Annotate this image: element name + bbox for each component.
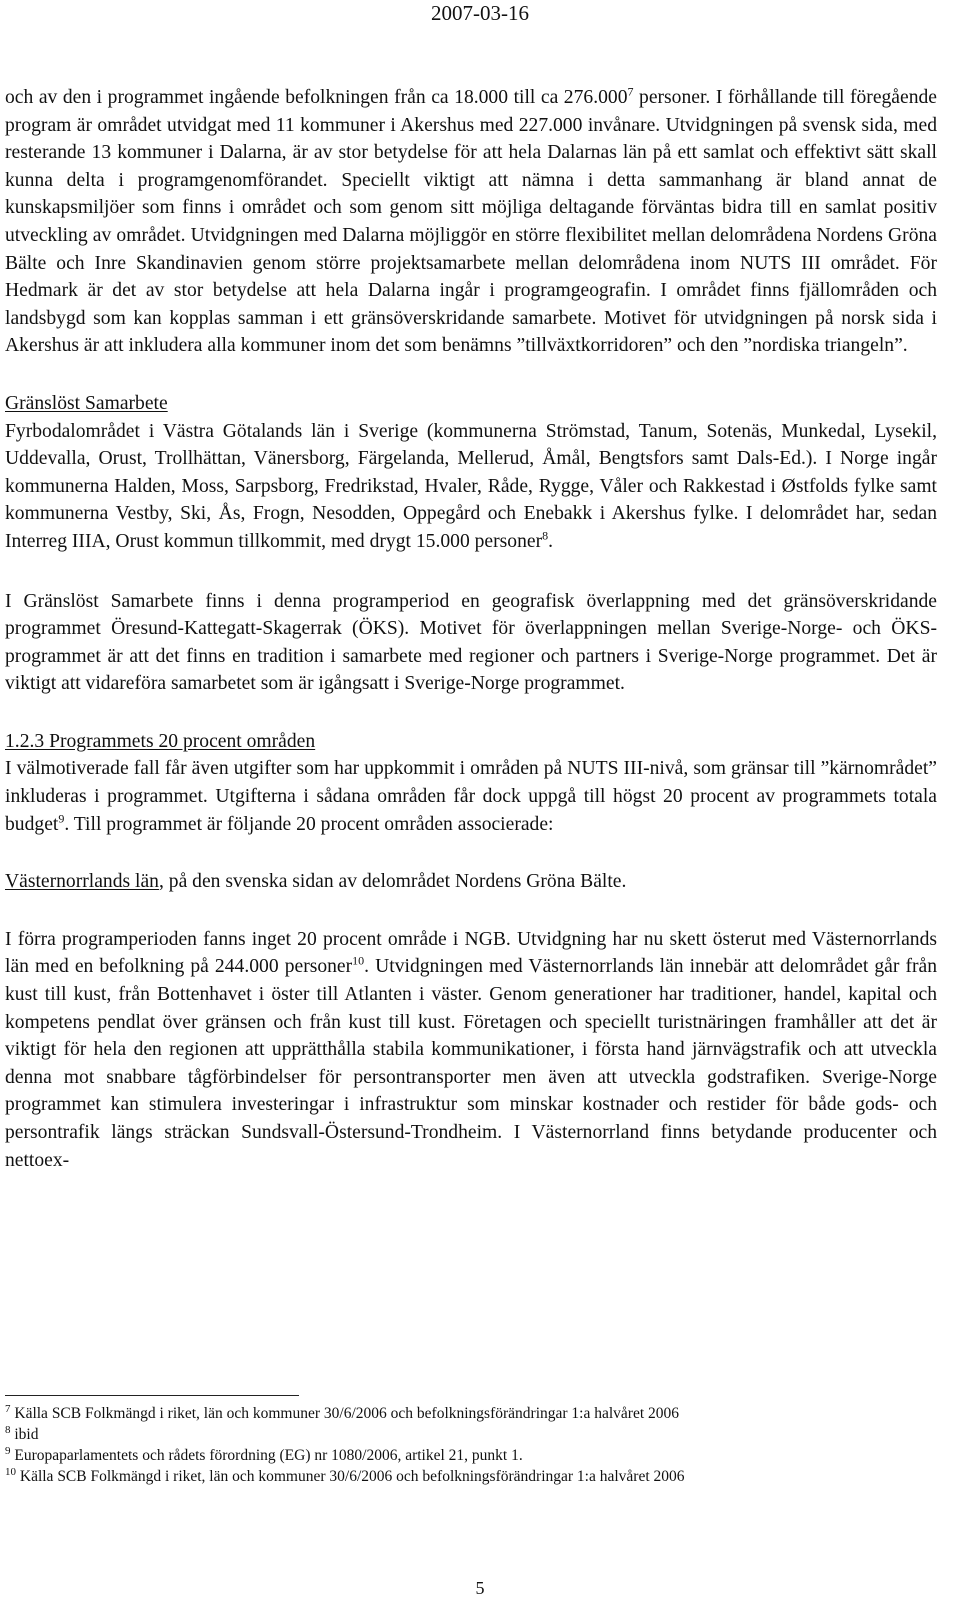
paragraph-granslost-area [5,418,937,556]
paragraph-text: I välmotiverade fall får även utgifter som har uppkommit i områden på NUTS III-nivå, som gränsar till ”kärnområdet” inkluderas i programmet. Utgifterna i sådana områden får dock uppgå till högst 20 procent av programmets totala budget [5,758,937,835]
paragraph-text: . Utvidgningen med Västernorrlands län innebär att delområdet går från kust till kust, från Bottenhavet i öster till Atlanten i väster. Genom generationer har traditioner, handel, kapital och kompetens pendlat över gränsen och från kust till kust. Företagen och speciellt turistnäringen framhåller att det är viktigt för hela den regionen att upprätthålla stabila kommunikationer, i första hand järnvägstrafik och att utveckla denna mot snabbare tågförbindelser för persontransporter men även att utveckla godstrafiken. Sverige-Norge programmet kan stimulera investeringar i infrastruktur som minskar kostnader och restider för både gods- och persontrafik längs sträckan Sundsvall-Östersund-Trondheim. I Västernorrland finns betydande producenter och nettoex- [5,956,937,1171]
footnote-text: ibid [10,1426,39,1443]
paragraph-text: . Till programmet är följande 20 procent områden associerade: [64,813,554,835]
vasternorrland-heading: Västernorrlands län [5,871,159,893]
footnote-ref-7[interactable]: 7 [627,84,634,99]
page-number: 5 [475,1578,485,1598]
footnote-9 [5,1445,937,1466]
footnote-ref-9[interactable]: 9 [58,811,65,826]
footnote-number: 10 [5,1465,16,1478]
footnotes [5,1403,937,1487]
paragraph-text: personer. I förhållande till föregående program är området utvidgat med 11 kommuner i Akershus med 227.000 invånare. Utvidgningen på svensk sida, med resterande 13 kommuner i Dalarna, är av stor betydelse för att hela Dalarnas län på ett samlat och effektivt sätt skall kunna delta i programgenomförandet. Speciellt viktigt att nämna i detta sammanhang är bland annat de kunskapsmiljöer som finns i området och som genom sitt möjliga deltagande förväntas bidra till en samlat positiv utveckling av området. Utvidgningen med Dalarna möjliggör en större flexibilitet mellan delområdena Nordens Gröna Bälte och Inre Skandinavien genom större projektsamarbete mellan delområdena inom NUTS III området. För Hedmark är det av stor betydelse att hela Dalarna ingår i programgeografin. I området finns fjällområden och landsbygd som kan kopplas samman i ett gränsöverskridande samarbete. Motivet för utvidgningen på norsk sida i Akershus är att inkludera alla kommuner inom det som benämns ”tillväxtkorridoren” och den ”nordiska triangeln”. [5,87,937,357]
paragraph-text: Fyrbodalområdet i Västra Götalands län i Sverige (kommunerna Strömstad, Tanum, Sotenäs, Munkedal, Lysekil, Uddevalla, Orust, Trollhättan, Vänersborg, Färgelanda, Mellerud, Åmål, Bengtsfors samt Dals-Ed.). I Norge ingår kommunerna Halden, Moss, Sarpsborg, Fredrikstad, Hvaler, Råde, Rygge, Våler och Rakkestad i Østfolds fylke samt kommunerna Vestby, Ski, Ås, Frogn, Nesodden, Oppegård och Enebakk i Akershus fylke. I delområdet har, sedan Interreg IIIA, Orust kommun tillkommit, med drygt 15.000 personer [5,420,937,552]
footnote-ref-10[interactable]: 10 [352,953,365,968]
footnote-text: Källa SCB Folkmängd i riket, län och kommuner 30/6/2006 och befolkningsförändringar 1:a halvåret 2006 [16,1468,685,1485]
footnote-number: 8 [5,1423,11,1436]
footnote-number: 7 [5,1402,11,1415]
footnote-text: Källa SCB Folkmängd i riket, län och kommuner 30/6/2006 och befolkningsförändringar 1:a halvåret 2006 [10,1405,680,1422]
document-body [5,84,937,1174]
paragraph-text: , på den svenska sidan av delområdet Nordens Gröna Bälte. [158,871,627,893]
paragraph-granslost-overlap: I Gränslöst Samarbete finns i denna programperiod en geografisk överlappning med det gränsöverskridande programmet Öresund-Kattegatt-Skagerrak (ÖKS). Motivet för överlappningen mellan Sverige-Norge- och ÖKS-programmet är att det finns en tradition i samarbete med regioner och partners i Sverige-Norge programmet. Det är viktigt att vidareföra samarbetet som är igångsatt i Sverige-Norge programmet. [5,590,937,695]
page-header-date: 2007-03-16 [431,1,529,25]
paragraph-expansion [5,84,937,360]
section-heading-granslost-samarbete: Gränslöst Samarbete [5,392,168,414]
footnote-number: 9 [5,1444,11,1457]
footnote-separator [5,1395,299,1396]
footnote-text: Europaparlamentets och rådets förordning (EG) nr 1080/2006, artikel 21, punkt 1. [10,1447,523,1464]
section-heading-20-procent: 1.2.3 Programmets 20 procent områden [5,730,316,752]
paragraph-text: . [548,530,554,552]
footnote-8 [5,1424,937,1445]
footnote-ref-8[interactable]: 8 [542,528,549,543]
footnote-7 [5,1403,937,1424]
paragraph-text: och av den i programmet ingående befolkningen från ca 18.000 till ca 276.000 [5,87,628,108]
paragraph-vasternorrland [5,926,937,1174]
footnote-10 [5,1466,937,1487]
paragraph-text: I förra programperioden fanns inget 20 procent område i NGB. Utvidgning har nu skett österut med Västernorrlands län med en befolkning på 244.000 personer [5,928,937,978]
paragraph-20-procent [5,755,937,838]
paragraph-vasternorrland-heading [5,868,937,896]
